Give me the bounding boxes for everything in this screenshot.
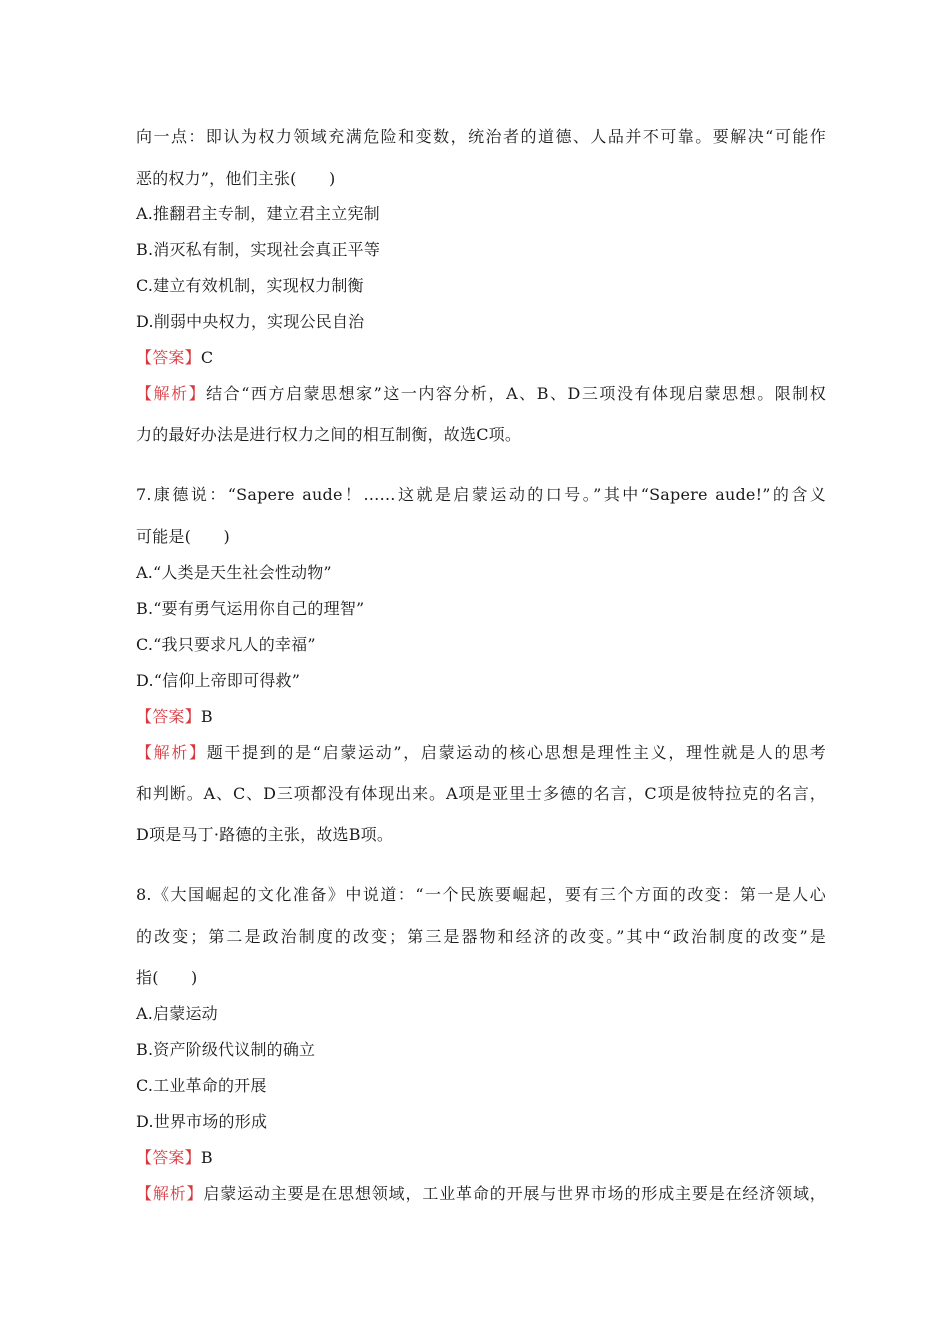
q7-stem-line-1: 7.康德说：“Sapere aude！……这就是启蒙运动的口号。”其中“Sapere aude!”的含义 [136,485,826,504]
q6-answer [136,347,826,369]
answer-value: C [200,348,214,367]
q7-option-a: A.“人类是天生社会性动物” [136,563,332,582]
q6-analysis-line-2: 力的最好办法是进行权力之间的相互制衡，故选C项。 [136,425,522,444]
q7-option-c: C.“我只要求凡人的幸福” [136,635,316,654]
analysis-tag: 【解析】 [136,384,207,403]
q8-option-c: C.工业革命的开展 [136,1076,267,1095]
analysis-text: 题干提到的是“启蒙运动”，启蒙运动的核心思想是理性主义，理性就是人的思考 [206,743,826,762]
answer-tag: 【答案】 [136,1148,201,1167]
q8-option-b: B.资产阶级代议制的确立 [136,1040,316,1059]
q6-option-c: C.建立有效机制，实现权力制衡 [136,276,364,295]
q6-stem-line-2: 恶的权力”，他们主张( ) [136,169,336,188]
answer-tag: 【答案】 [136,348,201,367]
answer-tag: 【答案】 [136,707,201,726]
q7-option-b: B.“要有勇气运用你自己的理智” [136,599,365,618]
answer-value: B [200,707,213,726]
q6-analysis-line-1 [136,383,826,405]
analysis-text: 结合“西方启蒙思想家”这一内容分析，A、B、D三项没有体现启蒙思想。限制权 [206,384,826,403]
q7-stem-line-2: 可能是( ) [136,527,230,546]
q8-stem-line-3: 指( ) [136,968,198,987]
answer-value: B [200,1148,213,1167]
q8-analysis-line-1 [136,1183,826,1205]
q6-option-b: B.消灭私有制，实现社会真正平等 [136,240,381,259]
analysis-tag: 【解析】 [136,743,207,762]
analysis-tag: 【解析】 [136,1184,204,1203]
q7-analysis-line-3: D项是马丁·路德的主张，故选B项。 [136,825,394,844]
q8-stem-line-1: 8.《大国崛起的文化准备》中说道：“一个民族要崛起，要有三个方面的改变：第一是人心 [136,885,826,904]
q6-stem-line-1: 向一点：即认为权力领域充满危险和变数，统治者的道德、人品并不可靠。要解决“可能作 [136,127,826,146]
q6-option-a: A.推翻君主专制，建立君主立宪制 [136,204,380,223]
q7-answer [136,706,826,728]
q8-stem-line-2: 的改变；第二是政治制度的改变；第三是器物和经济的改变。”其中“政治制度的改变”是 [136,927,826,946]
q8-option-a: A.启蒙运动 [136,1004,218,1023]
q7-option-d: D.“信仰上帝即可得救” [136,671,301,690]
q7-analysis-line-1 [136,742,826,764]
analysis-text: 启蒙运动主要是在思想领域，工业革命的开展与世界市场的形成主要是在经济领域， [203,1184,826,1203]
q8-answer [136,1147,826,1169]
q8-option-d: D.世界市场的形成 [136,1112,268,1131]
q7-analysis-line-2: 和判断。A、C、D三项都没有体现出来。A项是亚里士多德的名言，C项是彼特拉克的名言， [136,784,826,803]
q6-option-d: D.削弱中央权力，实现公民自治 [136,312,365,331]
